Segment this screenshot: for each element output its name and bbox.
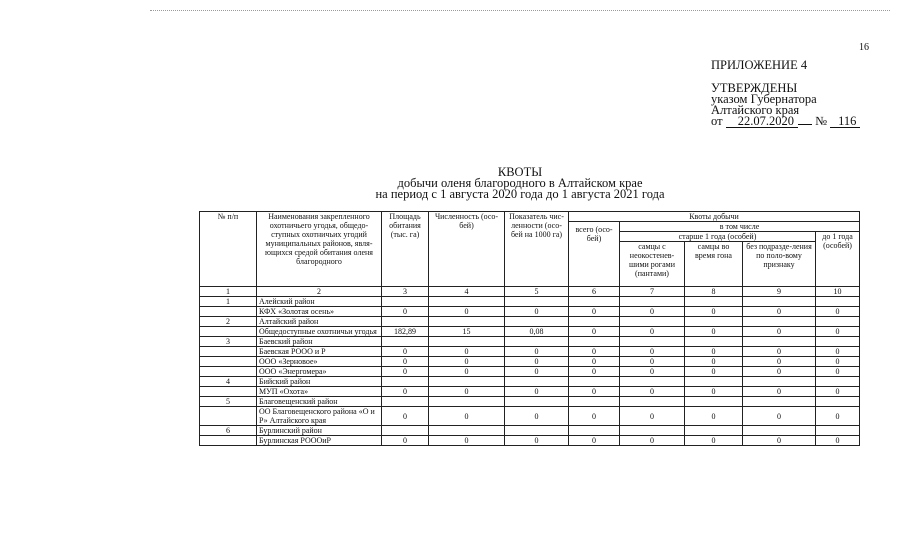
empty-cell (382, 377, 429, 387)
table-row (200, 387, 860, 397)
title-line3: на период с 1 августа 2020 года до 1 августа 2021 года (375, 187, 665, 201)
district-row (200, 317, 860, 327)
empty-cell (382, 317, 429, 327)
column-number: 1 (200, 287, 257, 297)
value-cell: 0 (620, 387, 685, 397)
table-row (200, 407, 860, 426)
value-cell: 0 (429, 367, 505, 377)
empty-cell (429, 397, 505, 407)
empty-cell (429, 337, 505, 347)
value-cell: 0 (816, 407, 860, 426)
value-cell: 0 (620, 407, 685, 426)
value-cell: 0 (429, 436, 505, 446)
value-cell: 0 (620, 327, 685, 337)
row-number: 4 (200, 377, 257, 387)
value-cell: 0 (685, 436, 743, 446)
empty-cell (429, 297, 505, 307)
empty-cell (816, 337, 860, 347)
value-cell: 0 (569, 367, 620, 377)
empty-cell (505, 397, 569, 407)
empty-cell (429, 377, 505, 387)
header-name: Наименования закрепленного охотничьего угодья, общедо-ступных охотничьих угодий муниципальных районов, явля-ющихся средой обитания оленя благородного (257, 212, 382, 287)
district-row (200, 337, 860, 347)
value-cell: 0 (816, 436, 860, 446)
header-under-1y: до 1 года (особей) (816, 232, 860, 287)
district-name: Алтайский район (257, 317, 382, 327)
hunting-ground-name: МУП «Охота» (257, 387, 382, 397)
value-cell: 0 (685, 407, 743, 426)
value-cell: 182,89 (382, 327, 429, 337)
empty-cell (569, 317, 620, 327)
value-cell: 0 (569, 387, 620, 397)
value-cell: 0 (743, 357, 816, 367)
row-number: 2 (200, 317, 257, 327)
district-name: Алейский район (257, 297, 382, 307)
approval-date: 22.07.2020 (726, 116, 798, 128)
value-cell: 0 (685, 357, 743, 367)
district-row (200, 377, 860, 387)
value-cell: 0 (569, 347, 620, 357)
header-num: № п/п (200, 212, 257, 287)
value-cell: 0,08 (505, 327, 569, 337)
empty-cell (685, 317, 743, 327)
empty-cell (569, 397, 620, 407)
district-name: Бийский район (257, 377, 382, 387)
value-cell: 0 (505, 407, 569, 426)
empty-cell (382, 297, 429, 307)
header-area: Площадь обитания (тыс. га) (382, 212, 429, 287)
value-cell: 0 (505, 357, 569, 367)
value-cell: 0 (382, 436, 429, 446)
value-cell: 0 (429, 407, 505, 426)
value-cell: 0 (429, 307, 505, 317)
empty-cell (743, 337, 816, 347)
from-label: от (711, 114, 723, 128)
value-cell: 15 (429, 327, 505, 337)
empty-cell (685, 337, 743, 347)
empty-cell (743, 297, 816, 307)
document-title (330, 167, 710, 200)
value-cell: 0 (743, 347, 816, 357)
empty-cell (743, 377, 816, 387)
header-count: Численность (осо-бей) (429, 212, 505, 287)
row-number (200, 357, 257, 367)
empty-cell (743, 317, 816, 327)
value-cell: 0 (685, 367, 743, 377)
table-row (200, 327, 860, 337)
empty-cell (816, 377, 860, 387)
hunting-ground-name: Бурлинская РОООиР (257, 436, 382, 446)
row-number (200, 347, 257, 357)
row-number: 3 (200, 337, 257, 347)
table-row (200, 347, 860, 357)
approval-date-line (711, 116, 860, 128)
value-cell: 0 (382, 367, 429, 377)
value-cell: 0 (382, 357, 429, 367)
column-number: 9 (743, 287, 816, 297)
empty-cell (620, 337, 685, 347)
value-cell: 0 (382, 307, 429, 317)
value-cell: 0 (569, 436, 620, 446)
row-number (200, 307, 257, 317)
empty-cell (816, 297, 860, 307)
column-number: 4 (429, 287, 505, 297)
empty-cell (743, 397, 816, 407)
empty-cell (429, 317, 505, 327)
empty-cell (685, 377, 743, 387)
title-line2: добычи оленя благородного в Алтайском крае (397, 176, 643, 190)
value-cell: 0 (505, 347, 569, 357)
hunting-ground-name: Общедоступные охотничьи угодья (257, 327, 382, 337)
header-density: Показатель чис-ленности (осо-бей на 1000 га) (505, 212, 569, 287)
district-name: Баевский район (257, 337, 382, 347)
value-cell: 0 (743, 327, 816, 337)
value-cell: 0 (743, 436, 816, 446)
column-number: 6 (569, 287, 620, 297)
quotas-table (199, 211, 860, 446)
empty-cell (685, 426, 743, 436)
district-name: Благовещенский район (257, 397, 382, 407)
empty-cell (382, 426, 429, 436)
header-older-1y: старше 1 года (особей) (620, 232, 816, 242)
hunting-ground-name: ООО «Зерновое» (257, 357, 382, 367)
empty-cell (505, 337, 569, 347)
empty-cell (620, 426, 685, 436)
value-cell: 0 (685, 307, 743, 317)
value-cell: 0 (429, 347, 505, 357)
district-row (200, 426, 860, 436)
value-cell: 0 (382, 387, 429, 397)
value-cell: 0 (743, 407, 816, 426)
value-cell: 0 (743, 387, 816, 397)
empty-cell (620, 377, 685, 387)
row-number (200, 387, 257, 397)
value-cell: 0 (685, 347, 743, 357)
column-number: 7 (620, 287, 685, 297)
value-cell: 0 (620, 367, 685, 377)
value-cell: 0 (743, 367, 816, 377)
value-cell: 0 (816, 347, 860, 357)
empty-cell (685, 397, 743, 407)
header-total: всего (осо-бей) (569, 222, 620, 287)
header-males-rut: самцы во время гона (685, 242, 743, 287)
value-cell: 0 (382, 347, 429, 357)
value-cell: 0 (816, 327, 860, 337)
empty-cell (743, 426, 816, 436)
approved-label: УТВЕРЖДЕНЫ (711, 81, 798, 95)
table-row (200, 307, 860, 317)
value-cell: 0 (816, 367, 860, 377)
row-number: 6 (200, 426, 257, 436)
row-number (200, 367, 257, 377)
approval-number: 116 (830, 116, 860, 128)
empty-cell (382, 397, 429, 407)
column-number: 5 (505, 287, 569, 297)
value-cell: 0 (620, 436, 685, 446)
table-row (200, 436, 860, 446)
column-number: 2 (257, 287, 382, 297)
row-number: 5 (200, 397, 257, 407)
empty-cell (505, 377, 569, 387)
row-number (200, 436, 257, 446)
empty-cell (620, 297, 685, 307)
value-cell: 0 (505, 436, 569, 446)
empty-cell (505, 317, 569, 327)
approved-by-line2: Алтайского края (711, 103, 800, 117)
empty-cell (685, 297, 743, 307)
empty-cell (382, 337, 429, 347)
district-row (200, 397, 860, 407)
row-number (200, 327, 257, 337)
value-cell: 0 (505, 387, 569, 397)
column-number: 3 (382, 287, 429, 297)
value-cell: 0 (685, 327, 743, 337)
table-row (200, 357, 860, 367)
row-number (200, 407, 257, 426)
hunting-ground-name: ООО «Энергомера» (257, 367, 382, 377)
value-cell: 0 (569, 307, 620, 317)
header-no-sex: без подразде-ления по поло-вому признаку (743, 242, 816, 287)
table-body (200, 287, 860, 446)
value-cell: 0 (685, 387, 743, 397)
value-cell: 0 (429, 357, 505, 367)
header-including: в том числе (620, 222, 860, 232)
table-row (200, 367, 860, 377)
district-row (200, 297, 860, 307)
empty-cell (569, 377, 620, 387)
header-quotas: Квоты добычи (569, 212, 860, 222)
value-cell: 0 (620, 307, 685, 317)
value-cell: 0 (816, 387, 860, 397)
empty-cell (816, 397, 860, 407)
value-cell: 0 (620, 357, 685, 367)
column-number-row (200, 287, 860, 297)
value-cell: 0 (620, 347, 685, 357)
header-males-antlers: самцы с неокостенев-шими рогами (пантами) (620, 242, 685, 287)
empty-cell (569, 337, 620, 347)
number-label: № (815, 114, 827, 128)
empty-cell (505, 426, 569, 436)
value-cell: 0 (505, 367, 569, 377)
empty-cell (569, 297, 620, 307)
empty-cell (816, 317, 860, 327)
value-cell: 0 (816, 357, 860, 367)
hunting-ground-name: Баевская РООО и Р (257, 347, 382, 357)
hunting-ground-name: ОО Благовещенского района «О и Р» Алтайского края (257, 407, 382, 426)
empty-cell (505, 297, 569, 307)
hunting-ground-name: КФХ «Золотая осень» (257, 307, 382, 317)
district-name: Бурлинский район (257, 426, 382, 436)
row-number: 1 (200, 297, 257, 307)
approved-by-line1: указом Губернатора (711, 92, 817, 106)
empty-cell (816, 426, 860, 436)
value-cell: 0 (816, 307, 860, 317)
column-number: 8 (685, 287, 743, 297)
appendix-label: ПРИЛОЖЕНИЕ 4 (711, 58, 808, 72)
empty-cell (569, 426, 620, 436)
value-cell: 0 (429, 387, 505, 397)
empty-cell (620, 317, 685, 327)
scan-top-edge (150, 10, 890, 11)
empty-cell (620, 397, 685, 407)
empty-cell (429, 426, 505, 436)
value-cell: 0 (743, 307, 816, 317)
value-cell: 0 (569, 327, 620, 337)
approval-stamp (711, 60, 860, 128)
value-cell: 0 (505, 307, 569, 317)
value-cell: 0 (569, 357, 620, 367)
column-number: 10 (816, 287, 860, 297)
value-cell: 0 (569, 407, 620, 426)
value-cell: 0 (382, 407, 429, 426)
title-line1: КВОТЫ (497, 165, 543, 179)
page-number: 16 (859, 42, 869, 53)
